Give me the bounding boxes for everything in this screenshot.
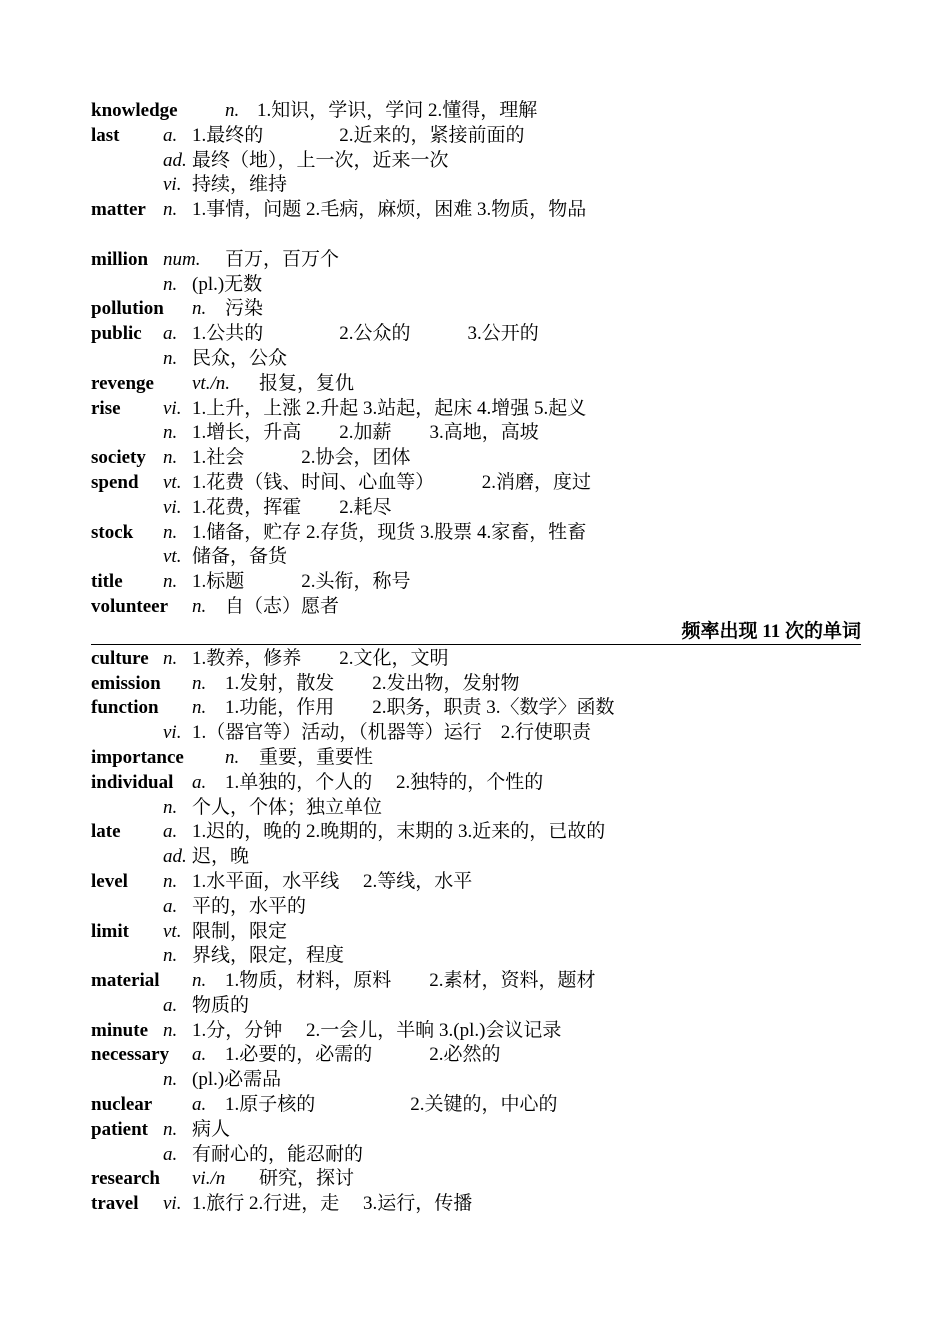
definition: 储备，备货 [192,546,288,568]
part-of-speech: vt. [163,546,182,568]
definition: 民众，公众 [192,347,288,369]
headword: revenge [91,372,154,394]
definition: 物质的 [192,994,250,1016]
part-of-speech: n. [163,447,178,469]
part-of-speech: vi. [163,1193,182,1215]
part-of-speech: n. [192,298,207,320]
entry-line [91,746,861,771]
entry-line [91,297,861,322]
definition: 迟，晚 [192,846,250,868]
part-of-speech: n. [225,746,240,768]
definition: 有耐心的，能忍耐的 [192,1143,364,1165]
part-of-speech: n. [163,199,178,221]
entry-line [91,994,861,1019]
part-of-speech: a. [163,895,178,917]
entry-line [91,198,861,248]
vocabulary-page [91,99,861,1217]
entry-line [91,595,861,620]
part-of-speech: a. [163,124,178,146]
part-of-speech: n. [163,647,178,669]
definition: 报复，复仇 [259,372,355,394]
headword: necessary [91,1044,170,1066]
entry-line [91,944,861,969]
entry-line [91,920,861,945]
definition: 个人，个体；独立单位 [192,796,383,818]
definition: 1.公共的 2.公众的 3.公开的 [192,323,539,345]
headword: million [91,248,149,270]
definition: 界线，限定，程度 [192,945,345,967]
headword: rise [91,397,121,419]
definition: 限制，限定 [192,920,288,942]
word-list-frequency-11 [91,647,861,1217]
definition: 1.社会 2.协会，团体 [192,447,411,469]
headword: public [91,323,142,345]
definition: 1.最终的 2.近来的，紧接前面的 [192,124,525,146]
part-of-speech: n. [192,672,207,694]
entry-line [91,521,861,546]
part-of-speech: vi. [163,174,182,196]
word-list-main [91,99,861,620]
entry-line [91,696,861,721]
entry-line [91,99,861,124]
part-of-speech: a. [192,1094,207,1116]
definition: 1.功能，作用 2.职务，职责 3.〈数学〉函数 [225,697,615,719]
entry-line [91,372,861,397]
entry-line [91,771,861,796]
part-of-speech: vt. [163,920,182,942]
part-of-speech: n. [163,1019,178,1041]
definition: 平的，水平的 [192,895,307,917]
headword: knowledge [91,100,178,121]
part-of-speech: ad. [163,149,187,171]
entry-line [91,1118,861,1143]
entry-line [91,647,861,672]
definition: 1.分，分钟 2.一会儿，半晌 3.(pl.)会议记录 [192,1019,562,1041]
part-of-speech: n. [192,970,207,992]
definition: 自（志）愿者 [225,595,340,617]
part-of-speech: n. [192,595,207,617]
entry-line [91,1093,861,1118]
entry-line [91,796,861,821]
entry-line [91,570,861,595]
entry-line [91,248,861,273]
part-of-speech: n. [163,422,178,444]
definition: 1.花费，挥霍 2.耗尽 [192,496,392,518]
section-heading [91,620,861,645]
definition: 重要，重要性 [259,746,374,768]
entry-line [91,1167,861,1192]
definition: 污染 [225,298,264,320]
headword: material [91,970,160,992]
headword: pollution [91,298,164,320]
part-of-speech: n. [192,697,207,719]
headword: patient [91,1118,148,1140]
headword: minute [91,1019,148,1041]
headword: emission [91,672,161,694]
part-of-speech: ad. [163,846,187,868]
entry-line [91,672,861,697]
definition: 1.单独的，个人的 2.独特的，个性的 [225,771,544,793]
definition: 1.储备，贮存 2.存货，现货 3.股票 4.家畜，牲畜 [192,521,587,543]
entry-line [91,1043,861,1068]
entry-line [91,397,861,422]
entry-line [91,721,861,746]
definition: 持续，维持 [192,174,288,196]
part-of-speech: num. [163,248,201,270]
part-of-speech: n. [163,945,178,967]
part-of-speech: a. [163,821,178,843]
definition: 1.原子核的 2.关键的，中心的 [225,1094,558,1116]
entry-line [91,845,861,870]
definition: 1.增长，升高 2.加薪 3.高地，高坡 [192,422,539,444]
entry-line [91,1143,861,1168]
part-of-speech: vt./n. [192,372,230,394]
entry-line [91,545,861,570]
definition: 1.旅行 2.行进，走 3.运行，传播 [192,1193,473,1215]
definition: (pl.)无数 [192,273,263,295]
part-of-speech: vt. [163,471,182,493]
part-of-speech: n. [163,521,178,543]
part-of-speech: n. [163,1069,178,1091]
part-of-speech: n. [163,796,178,818]
entry-line [91,496,861,521]
entry-line [91,446,861,471]
definition: 1.花费（钱、时间、心血等） 2.消磨，度过 [192,471,592,493]
entry-line [91,870,861,895]
part-of-speech: vi. [163,722,182,744]
definition: (pl.)必需品 [192,1069,282,1091]
definition: 1.（器官等）活动，（机器等）运行 2.行使职责 [192,722,592,744]
part-of-speech: vi. [163,397,182,419]
part-of-speech: n. [163,870,178,892]
definition: 1.标题 2.头衔，称号 [192,571,411,593]
headword: spend [91,471,139,493]
definition: 1.必要的，必需的 2.必然的 [225,1044,501,1066]
definition: 病人 [192,1118,231,1140]
part-of-speech: a. [163,994,178,1016]
entry-line [91,1068,861,1093]
headword: travel [91,1193,139,1215]
definition: 1.迟的，晚的 2.晚期的，末期的 3.近来的，已故的 [192,821,606,843]
headword: matter [91,199,146,221]
headword: individual [91,771,174,793]
entry-line [91,173,861,198]
definition: 研究，探讨 [259,1168,355,1190]
headword: society [91,447,146,469]
definition: 1.事情，问题 2.毛病，麻烦，困难 3.物质，物品 [192,199,587,221]
headword: stock [91,521,134,543]
part-of-speech: vi. [163,496,182,518]
definition: 百万，百万个 [225,248,340,270]
definition: 1.物质，材料，原料 2.素材，资料，题材 [225,970,596,992]
entry-line [91,969,861,994]
definition: 最终（地），上一次，近来一次 [192,149,449,171]
headword: late [91,821,121,843]
definition: 1.教养，修养 2.文化，文明 [192,647,449,669]
entry-line [91,273,861,298]
definition: 1.上升，上涨 2.升起 3.站起，起床 4.增强 5.起义 [192,397,587,419]
headword: last [91,124,120,146]
definition: 1.水平面，水平线 2.等线，水平 [192,870,473,892]
headword: level [91,870,128,892]
headword: culture [91,647,149,669]
headword: title [91,571,123,593]
part-of-speech: vi./n [192,1168,226,1190]
part-of-speech: n. [163,273,178,295]
definition: 1.发射，散发 2.发出物，发射物 [225,672,520,694]
entry-line [91,471,861,496]
headword: nuclear [91,1094,153,1116]
entry-line [91,820,861,845]
headword: limit [91,920,129,942]
part-of-speech: n. [163,571,178,593]
section-title: 频率出现 11 次的单词 [681,620,861,642]
headword: volunteer [91,595,169,617]
part-of-speech: a. [192,1044,207,1066]
entry-line [91,895,861,920]
part-of-speech: a. [192,771,207,793]
part-of-speech: a. [163,1143,178,1165]
headword: research [91,1168,160,1190]
part-of-speech: n. [163,1118,178,1140]
part-of-speech: n. [225,100,240,121]
definition: 1.知识，学识，学问 2.懂得，理解 [257,100,538,121]
entry-line [91,347,861,372]
headword: importance [91,746,184,768]
entry-line [91,322,861,347]
entry-line [91,421,861,446]
part-of-speech: n. [163,347,178,369]
entry-line [91,1019,861,1044]
entry-line [91,124,861,149]
headword: function [91,697,159,719]
entry-line [91,149,861,174]
part-of-speech: a. [163,323,178,345]
entry-line [91,1192,861,1217]
